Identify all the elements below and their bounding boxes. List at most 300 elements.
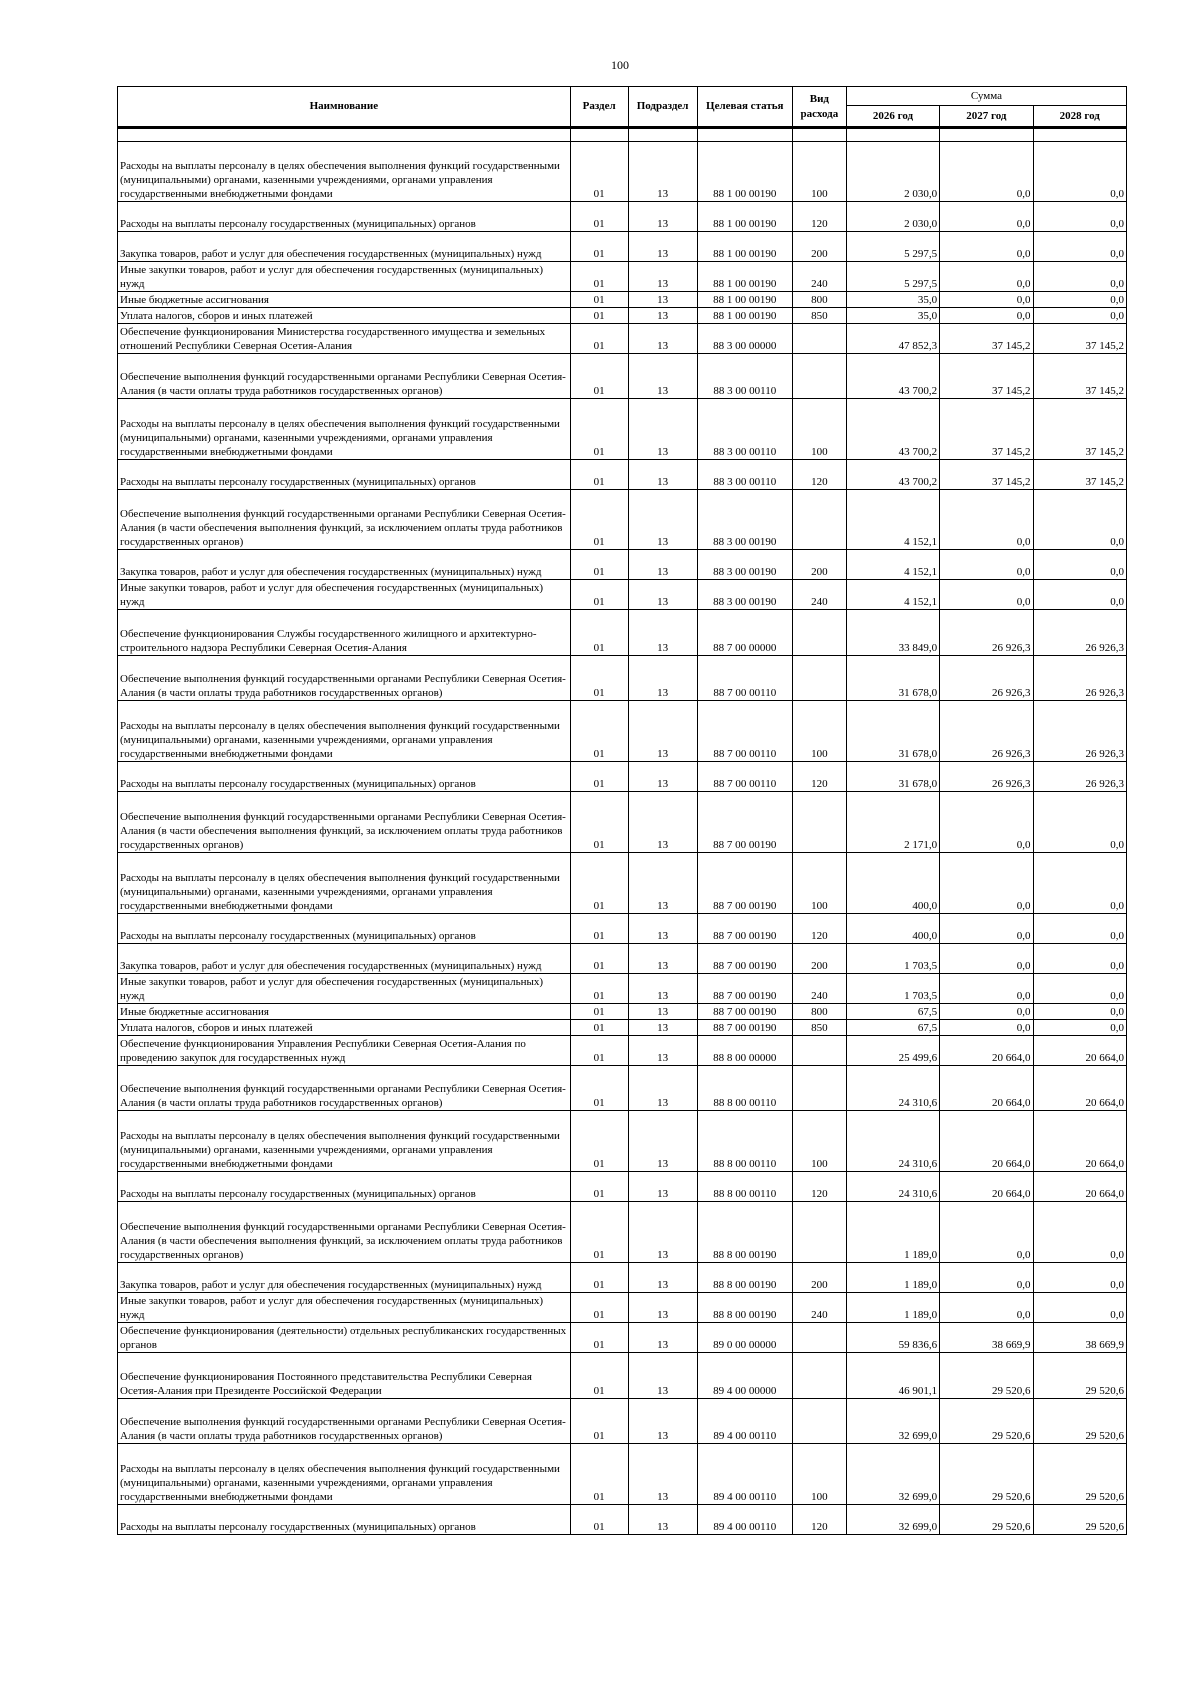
cell-expense-type: 120 [792,202,846,232]
cell-article: 88 7 00 00190 [697,1004,792,1020]
header-year-2027: 2027 год [940,106,1033,128]
cell-subsection: 13 [628,914,697,944]
cell-value-2026: 24 310,6 [846,1111,939,1172]
cell-article: 88 3 00 00190 [697,580,792,610]
cell-article: 88 8 00 00190 [697,1263,792,1293]
table-row [118,944,1127,974]
cell-name: Расходы на выплаты персоналу государственных (муниципальных) органов [118,1172,571,1202]
cell-article: 88 1 00 00190 [697,232,792,262]
cell-name: Обеспечение выполнения функций государственными органами Республики Северная Осетия-Алания (в части обеспечения выполнения функций, за исключением оплаты труда работников государственных органов) [118,792,571,853]
cell-value-2026: 400,0 [846,853,939,914]
cell-name: Расходы на выплаты персоналу государственных (муниципальных) органов [118,914,571,944]
cell-subsection: 13 [628,399,697,460]
cell-value-2028: 26 926,3 [1033,656,1126,701]
budget-table [117,86,1127,1535]
cell-expense-type [792,1066,846,1111]
cell-value-2028: 29 520,6 [1033,1353,1126,1399]
cell-value-2026: 24 310,6 [846,1172,939,1202]
cell-article: 89 4 00 00110 [697,1444,792,1505]
cell-expense-type: 100 [792,701,846,762]
cell-expense-type [792,1202,846,1263]
cell-value-2027: 37 145,2 [940,324,1033,354]
cell-article: 88 8 00 00000 [697,1036,792,1066]
cell-value-2027: 0,0 [940,914,1033,944]
cell-value-2026: 32 699,0 [846,1505,939,1535]
header-subsection: Подраздел [628,87,697,128]
cell-name: Расходы на выплаты персоналу в целях обеспечения выполнения функций государственными (муниципальными) органами, казенными учреждениями, органами управления государственными внебюджетными фондами [118,399,571,460]
cell-subsection: 13 [628,944,697,974]
cell-name: Расходы на выплаты персоналу в целях обеспечения выполнения функций государственными (муниципальными) органами, казенными учреждениями, органами управления государственными внебюджетными фондами [118,1111,571,1172]
cell-subsection: 13 [628,490,697,550]
cell-name: Расходы на выплаты персоналу в целях обеспечения выполнения функций государственными (муниципальными) органами, казенными учреждениями, органами управления государственными внебюджетными фондами [118,701,571,762]
cell-value-2028: 0,0 [1033,202,1126,232]
cell-article: 88 3 00 00000 [697,324,792,354]
cell-section: 01 [570,701,628,762]
cell-article: 88 7 00 00190 [697,792,792,853]
cell-subsection: 13 [628,308,697,324]
table-row [118,1323,1127,1353]
table-body [118,128,1127,1535]
cell-value-2028: 37 145,2 [1033,460,1126,490]
cell-value-2027: 0,0 [940,142,1033,202]
table-row [118,232,1127,262]
cell-expense-type [792,1323,846,1353]
cell-value-2027: 0,0 [940,292,1033,308]
cell-expense-type [792,1399,846,1444]
cell-value-2027: 0,0 [940,1020,1033,1036]
cell-value-2027: 0,0 [940,853,1033,914]
cell-expense-type: 200 [792,1263,846,1293]
table-row [118,324,1127,354]
cell-article: 88 1 00 00190 [697,292,792,308]
cell-expense-type: 100 [792,142,846,202]
table-row [118,308,1127,324]
cell-value-2028: 0,0 [1033,550,1126,580]
table-row [118,202,1127,232]
cell-name: Обеспечение функционирования Постоянного представительства Республики Северная Осетия-Алания при Президенте Российской Федерации [118,1353,571,1399]
table-row [118,1353,1127,1399]
cell-expense-type: 240 [792,580,846,610]
cell-subsection: 13 [628,324,697,354]
cell-value-2026: 25 499,6 [846,1036,939,1066]
cell-name: Обеспечение выполнения функций государственными органами Республики Северная Осетия-Алания (в части оплаты труда работников государственных органов) [118,1066,571,1111]
cell-value-2027: 20 664,0 [940,1036,1033,1066]
cell-value-2026: 4 152,1 [846,490,939,550]
cell-value-2027: 0,0 [940,262,1033,292]
table-spacer-row [118,128,1127,142]
cell-value-2027: 0,0 [940,974,1033,1004]
table-row [118,1202,1127,1263]
cell-value-2027: 0,0 [940,550,1033,580]
cell-section: 01 [570,853,628,914]
cell-expense-type: 200 [792,550,846,580]
cell-value-2026: 32 699,0 [846,1399,939,1444]
table-row [118,399,1127,460]
table-row [118,1293,1127,1323]
cell-value-2026: 43 700,2 [846,354,939,399]
cell-expense-type: 850 [792,1020,846,1036]
cell-name: Уплата налогов, сборов и иных платежей [118,1020,571,1036]
cell-value-2027: 37 145,2 [940,460,1033,490]
cell-value-2028: 37 145,2 [1033,324,1126,354]
cell-section: 01 [570,1111,628,1172]
cell-value-2026: 35,0 [846,292,939,308]
cell-subsection: 13 [628,142,697,202]
cell-value-2028: 37 145,2 [1033,399,1126,460]
cell-name: Обеспечение выполнения функций государственными органами Республики Северная Осетия-Алания (в части оплаты труда работников государственных органов) [118,354,571,399]
cell-subsection: 13 [628,1172,697,1202]
cell-subsection: 13 [628,202,697,232]
cell-subsection: 13 [628,1004,697,1020]
cell-expense-type: 240 [792,1293,846,1323]
cell-value-2026: 1 189,0 [846,1202,939,1263]
cell-expense-type: 850 [792,308,846,324]
cell-section: 01 [570,142,628,202]
cell-article: 89 0 00 00000 [697,1323,792,1353]
table-row [118,142,1127,202]
cell-expense-type [792,1036,846,1066]
cell-section: 01 [570,460,628,490]
cell-article: 89 4 00 00110 [697,1399,792,1444]
cell-expense-type: 120 [792,762,846,792]
cell-value-2028: 29 520,6 [1033,1399,1126,1444]
cell-article: 88 8 00 00110 [697,1172,792,1202]
cell-subsection: 13 [628,656,697,701]
cell-value-2027: 38 669,9 [940,1323,1033,1353]
cell-article: 88 7 00 00110 [697,656,792,701]
cell-value-2028: 0,0 [1033,308,1126,324]
cell-name: Расходы на выплаты персоналу государственных (муниципальных) органов [118,1505,571,1535]
header-section: Раздел [570,87,628,128]
cell-value-2027: 26 926,3 [940,762,1033,792]
cell-value-2028: 0,0 [1033,490,1126,550]
cell-section: 01 [570,1066,628,1111]
cell-value-2026: 59 836,6 [846,1323,939,1353]
cell-value-2026: 1 703,5 [846,974,939,1004]
page-number: 100 [611,58,629,72]
cell-section: 01 [570,308,628,324]
cell-article: 88 1 00 00190 [697,202,792,232]
cell-section: 01 [570,656,628,701]
cell-name: Закупка товаров, работ и услуг для обеспечения государственных (муниципальных) нужд [118,550,571,580]
cell-subsection: 13 [628,262,697,292]
cell-section: 01 [570,1263,628,1293]
header-year-2026: 2026 год [846,106,939,128]
cell-section: 01 [570,1202,628,1263]
cell-article: 88 7 00 00110 [697,762,792,792]
cell-value-2028: 20 664,0 [1033,1036,1126,1066]
cell-subsection: 13 [628,1444,697,1505]
cell-subsection: 13 [628,232,697,262]
cell-subsection: 13 [628,1202,697,1263]
cell-value-2028: 0,0 [1033,232,1126,262]
cell-article: 88 8 00 00190 [697,1293,792,1323]
cell-expense-type: 120 [792,460,846,490]
cell-expense-type: 120 [792,914,846,944]
cell-article: 88 1 00 00190 [697,142,792,202]
cell-value-2026: 1 703,5 [846,944,939,974]
cell-value-2026: 46 901,1 [846,1353,939,1399]
cell-subsection: 13 [628,1111,697,1172]
cell-value-2028: 29 520,6 [1033,1444,1126,1505]
cell-name: Обеспечение функционирования Службы государственного жилищного и архитектурно-строительного надзора Республики Северная Осетия-Алания [118,610,571,656]
cell-article: 88 8 00 00110 [697,1111,792,1172]
cell-subsection: 13 [628,610,697,656]
cell-name: Обеспечение функционирования Министерства государственного имущества и земельных отношений Республики Северная Осетия-Алания [118,324,571,354]
cell-value-2028: 37 145,2 [1033,354,1126,399]
table-row [118,1505,1127,1535]
cell-name: Иные закупки товаров, работ и услуг для обеспечения государственных (муниципальных) нужд [118,974,571,1004]
cell-article: 88 3 00 00190 [697,490,792,550]
cell-expense-type [792,354,846,399]
table-row [118,1036,1127,1066]
cell-value-2027: 0,0 [940,1202,1033,1263]
cell-subsection: 13 [628,701,697,762]
table-row [118,550,1127,580]
table-row [118,914,1127,944]
cell-value-2028: 0,0 [1033,1293,1126,1323]
cell-name: Иные бюджетные ассигнования [118,292,571,308]
cell-subsection: 13 [628,1293,697,1323]
cell-article: 88 7 00 00190 [697,944,792,974]
cell-section: 01 [570,1353,628,1399]
cell-value-2028: 0,0 [1033,1020,1126,1036]
cell-article: 88 7 00 00000 [697,610,792,656]
header-expense-type: Вид расхода [792,87,846,128]
cell-value-2026: 43 700,2 [846,399,939,460]
cell-value-2026: 2 030,0 [846,202,939,232]
table-row [118,853,1127,914]
cell-value-2026: 67,5 [846,1004,939,1020]
cell-value-2026: 32 699,0 [846,1444,939,1505]
table-row [118,460,1127,490]
cell-value-2027: 0,0 [940,1293,1033,1323]
cell-subsection: 13 [628,1353,697,1399]
cell-section: 01 [570,974,628,1004]
cell-value-2026: 35,0 [846,308,939,324]
cell-expense-type [792,490,846,550]
cell-name: Иные закупки товаров, работ и услуг для обеспечения государственных (муниципальных) нужд [118,580,571,610]
cell-subsection: 13 [628,792,697,853]
header-sum-group: Сумма [846,87,1126,106]
cell-section: 01 [570,292,628,308]
table-row [118,292,1127,308]
cell-name: Обеспечение функционирования Управления Республики Северная Осетия-Алания по проведению закупок для государственных нужд [118,1036,571,1066]
cell-value-2026: 43 700,2 [846,460,939,490]
table-row [118,1004,1127,1020]
header-year-2028: 2028 год [1033,106,1126,128]
cell-article: 89 4 00 00110 [697,1505,792,1535]
cell-value-2028: 0,0 [1033,262,1126,292]
cell-value-2026: 31 678,0 [846,762,939,792]
cell-name: Расходы на выплаты персоналу государственных (муниципальных) органов [118,202,571,232]
cell-value-2028: 0,0 [1033,914,1126,944]
cell-value-2027: 37 145,2 [940,399,1033,460]
cell-article: 88 7 00 00190 [697,914,792,944]
table-row [118,262,1127,292]
cell-section: 01 [570,1004,628,1020]
cell-value-2027: 29 520,6 [940,1399,1033,1444]
cell-name: Уплата налогов, сборов и иных платежей [118,308,571,324]
cell-expense-type: 240 [792,262,846,292]
cell-section: 01 [570,914,628,944]
header-target-article: Целевая статья [697,87,792,128]
cell-value-2026: 5 297,5 [846,232,939,262]
cell-value-2026: 47 852,3 [846,324,939,354]
cell-subsection: 13 [628,1036,697,1066]
cell-article: 88 3 00 00110 [697,460,792,490]
cell-subsection: 13 [628,460,697,490]
cell-subsection: 13 [628,762,697,792]
cell-section: 01 [570,610,628,656]
cell-subsection: 13 [628,1399,697,1444]
cell-article: 88 8 00 00190 [697,1202,792,1263]
cell-value-2027: 20 664,0 [940,1066,1033,1111]
cell-expense-type: 100 [792,1111,846,1172]
cell-value-2027: 0,0 [940,792,1033,853]
cell-expense-type [792,610,846,656]
cell-subsection: 13 [628,1323,697,1353]
cell-article: 88 7 00 00110 [697,701,792,762]
cell-name: Обеспечение выполнения функций государственными органами Республики Северная Осетия-Алания (в части оплаты труда работников государственных органов) [118,1399,571,1444]
cell-value-2026: 33 849,0 [846,610,939,656]
cell-name: Расходы на выплаты персоналу в целях обеспечения выполнения функций государственными (муниципальными) органами, казенными учреждениями, органами управления государственными внебюджетными фондами [118,142,571,202]
cell-article: 88 7 00 00190 [697,974,792,1004]
table-row [118,1066,1127,1111]
cell-name: Расходы на выплаты персоналу в целях обеспечения выполнения функций государственными (муниципальными) органами, казенными учреждениями, органами управления государственными внебюджетными фондами [118,853,571,914]
cell-value-2027: 0,0 [940,232,1033,262]
cell-value-2027: 29 520,6 [940,1353,1033,1399]
cell-expense-type: 240 [792,974,846,1004]
cell-section: 01 [570,399,628,460]
cell-name: Расходы на выплаты персоналу в целях обеспечения выполнения функций государственными (муниципальными) органами, казенными учреждениями, органами управления государственными внебюджетными фондами [118,1444,571,1505]
cell-value-2027: 0,0 [940,1263,1033,1293]
cell-value-2026: 31 678,0 [846,656,939,701]
cell-value-2028: 0,0 [1033,1263,1126,1293]
cell-value-2028: 0,0 [1033,853,1126,914]
cell-expense-type [792,324,846,354]
table-row [118,656,1127,701]
cell-value-2027: 26 926,3 [940,610,1033,656]
cell-value-2028: 26 926,3 [1033,701,1126,762]
cell-article: 88 1 00 00190 [697,308,792,324]
cell-expense-type: 120 [792,1172,846,1202]
cell-value-2026: 400,0 [846,914,939,944]
cell-section: 01 [570,202,628,232]
cell-subsection: 13 [628,974,697,1004]
cell-value-2028: 0,0 [1033,292,1126,308]
cell-value-2026: 2 171,0 [846,792,939,853]
cell-value-2027: 0,0 [940,1004,1033,1020]
table-row [118,1172,1127,1202]
cell-article: 88 3 00 00190 [697,550,792,580]
cell-value-2027: 0,0 [940,580,1033,610]
cell-article: 88 8 00 00110 [697,1066,792,1111]
cell-expense-type: 100 [792,399,846,460]
table-row [118,610,1127,656]
cell-value-2027: 0,0 [940,202,1033,232]
cell-expense-type: 200 [792,232,846,262]
cell-name: Иные бюджетные ассигнования [118,1004,571,1020]
cell-expense-type [792,1353,846,1399]
cell-value-2028: 26 926,3 [1033,762,1126,792]
cell-subsection: 13 [628,550,697,580]
table-row [118,1263,1127,1293]
cell-expense-type: 100 [792,853,846,914]
table-row [118,974,1127,1004]
cell-name: Обеспечение выполнения функций государственными органами Республики Северная Осетия-Алания (в части оплаты труда работников государственных органов) [118,656,571,701]
cell-subsection: 13 [628,1263,697,1293]
cell-value-2026: 5 297,5 [846,262,939,292]
cell-value-2028: 38 669,9 [1033,1323,1126,1353]
cell-value-2028: 20 664,0 [1033,1172,1126,1202]
cell-value-2028: 0,0 [1033,944,1126,974]
cell-name: Расходы на выплаты персоналу государственных (муниципальных) органов [118,460,571,490]
cell-section: 01 [570,580,628,610]
cell-article: 88 3 00 00110 [697,354,792,399]
cell-section: 01 [570,792,628,853]
cell-section: 01 [570,1293,628,1323]
table-row [118,701,1127,762]
table-row [118,1444,1127,1505]
cell-expense-type [792,792,846,853]
cell-section: 01 [570,354,628,399]
cell-value-2028: 0,0 [1033,1202,1126,1263]
cell-expense-type: 800 [792,1004,846,1020]
cell-subsection: 13 [628,292,697,308]
cell-name: Расходы на выплаты персоналу государственных (муниципальных) органов [118,762,571,792]
cell-value-2026: 24 310,6 [846,1066,939,1111]
cell-article: 88 7 00 00190 [697,1020,792,1036]
cell-name: Иные закупки товаров, работ и услуг для обеспечения государственных (муниципальных) нужд [118,1293,571,1323]
cell-subsection: 13 [628,1505,697,1535]
cell-value-2028: 0,0 [1033,792,1126,853]
cell-value-2028: 0,0 [1033,580,1126,610]
cell-section: 01 [570,944,628,974]
cell-expense-type: 800 [792,292,846,308]
cell-expense-type: 200 [792,944,846,974]
cell-name: Обеспечение функционирования (деятельности) отдельных республиканских государственных органов [118,1323,571,1353]
cell-value-2026: 31 678,0 [846,701,939,762]
cell-value-2027: 29 520,6 [940,1505,1033,1535]
cell-value-2027: 37 145,2 [940,354,1033,399]
table-row [118,580,1127,610]
cell-value-2027: 0,0 [940,308,1033,324]
table-row [118,1020,1127,1036]
cell-value-2027: 26 926,3 [940,656,1033,701]
table-row [118,354,1127,399]
cell-section: 01 [570,324,628,354]
cell-value-2026: 1 189,0 [846,1263,939,1293]
cell-section: 01 [570,262,628,292]
cell-section: 01 [570,1323,628,1353]
cell-section: 01 [570,762,628,792]
cell-article: 88 7 00 00190 [697,853,792,914]
cell-name: Закупка товаров, работ и услуг для обеспечения государственных (муниципальных) нужд [118,1263,571,1293]
cell-section: 01 [570,1444,628,1505]
cell-subsection: 13 [628,853,697,914]
cell-name: Обеспечение выполнения функций государственными органами Республики Северная Осетия-Алания (в части обеспечения выполнения функций, за исключением оплаты труда работников государственных органов) [118,490,571,550]
cell-expense-type [792,656,846,701]
cell-value-2026: 1 189,0 [846,1293,939,1323]
cell-expense-type: 100 [792,1444,846,1505]
cell-article: 88 3 00 00110 [697,399,792,460]
table-row [118,1111,1127,1172]
cell-value-2027: 26 926,3 [940,701,1033,762]
cell-value-2026: 67,5 [846,1020,939,1036]
table-row [118,490,1127,550]
cell-article: 89 4 00 00000 [697,1353,792,1399]
